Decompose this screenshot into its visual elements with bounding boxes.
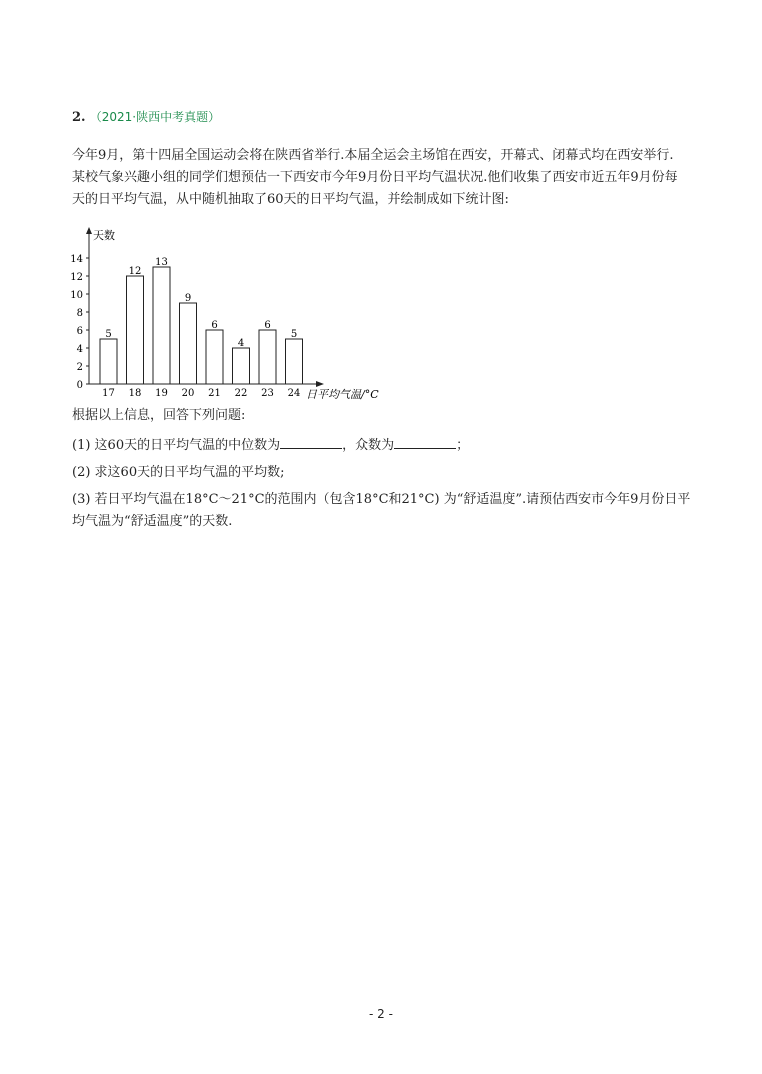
x-tick-label: 18 — [128, 388, 142, 399]
bar-value-label: 12 — [128, 266, 142, 277]
bar-chart — [70, 224, 400, 404]
intro-line: 今年9月，第十四届全国运动会将在陕西省举行.本届全运会主场馆在西安，开幕式、闭幕式均在西安举行. — [72, 148, 674, 163]
bar-value-label: 6 — [211, 320, 218, 331]
y-tick-label: 12 — [70, 272, 83, 283]
y-tick-label: 2 — [76, 362, 83, 373]
sub-question-3 — [72, 489, 697, 533]
bar — [180, 303, 197, 384]
bar-value-label: 13 — [155, 257, 168, 268]
question-intro — [72, 145, 697, 211]
x-tick-label: 20 — [181, 388, 195, 399]
mode-blank[interactable] — [394, 435, 456, 449]
x-tick-label: 21 — [208, 388, 221, 399]
median-blank[interactable] — [280, 435, 342, 449]
intro-line: 天的日平均气温，从中随机抽取了60天的日平均气温，并绘制成如下统计图: — [72, 192, 509, 207]
prompt-text: 根据以上信息，回答下列问题: — [72, 408, 246, 423]
x-tick-label: 22 — [234, 388, 248, 399]
y-tick-label: 4 — [76, 344, 83, 355]
x-axis-arrow — [316, 381, 324, 387]
bar — [100, 339, 117, 384]
x-tick-label: 24 — [287, 388, 301, 399]
q1-text-mode: ，众数为 — [342, 438, 395, 453]
sub-question-2: (2) 求这60天的日平均气温的平均数; — [72, 465, 285, 480]
bar-value-label: 5 — [290, 329, 298, 340]
y-tick-label: 14 — [70, 254, 83, 265]
sub-question-1 — [72, 435, 697, 457]
q3-line: 均气温为“舒适温度”的天数. — [72, 514, 233, 529]
q1-text: (1) 这60天的日平均气温的中位数为 — [72, 438, 281, 453]
question-number: 2. — [72, 110, 86, 125]
q3-line: (3) 若日平均气温在18°C～21°C的范围内（包含18°C和21°C) 为“舒适温度”.请预估西安市今年9月份日平 — [72, 492, 691, 507]
page-number: - 2 - — [369, 1007, 393, 1021]
bar-value-label: 6 — [264, 320, 271, 331]
y-tick-label: 0 — [76, 380, 83, 391]
bar — [233, 348, 250, 384]
x-tick-label: 19 — [155, 388, 168, 399]
x-tick-label: 23 — [261, 388, 274, 399]
question-source: （2021·陕西中考真题） — [89, 110, 221, 124]
bar-value-label: 4 — [237, 338, 245, 349]
x-tick-label: 17 — [102, 388, 115, 399]
y-tick-label: 8 — [76, 308, 83, 319]
bar-value-label: 5 — [105, 329, 112, 340]
bar — [127, 276, 144, 384]
y-axis-arrow — [86, 227, 92, 234]
bar — [259, 330, 276, 384]
q1-end: ； — [456, 438, 470, 453]
question-header — [72, 108, 220, 127]
bar — [153, 267, 170, 384]
y-tick-label: 6 — [76, 326, 83, 337]
bar — [206, 330, 223, 384]
bar — [286, 339, 303, 384]
y-axis-label: 天数 — [93, 229, 115, 242]
y-tick-label: 10 — [70, 290, 83, 301]
x-axis-label: 日平均气温/°C — [306, 388, 379, 401]
intro-line: 某校气象兴趣小组的同学们想预估一下西安市今年9月份日平均气温状况.他们收集了西安市近五年9月份每 — [72, 170, 678, 185]
bar-value-label: 9 — [184, 293, 192, 304]
